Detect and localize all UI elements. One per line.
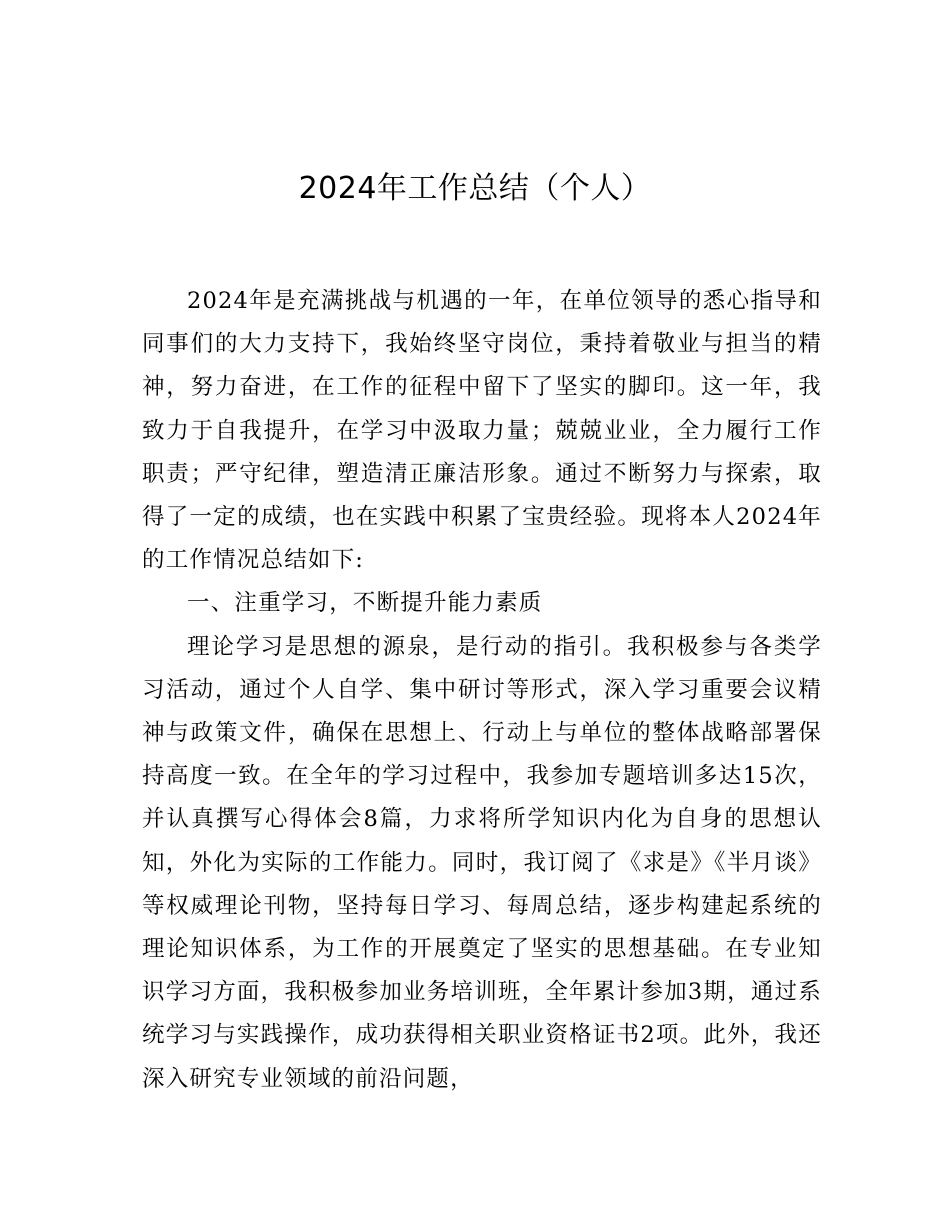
intro-paragraph: 2024年是充满挑战与机遇的一年，在单位领导的悉心指导和同事们的大力支持下，我始终坚守岗位，秉持着敬业与担当的精神，努力奋进，在工作的征程中留下了坚实的脚印。这一年，我致力于自我提升，在学习中汲取力量；兢兢业业，全力履行工作职责；严守纪律，塑造清正廉洁形象。通过不断努力与探索，取得了一定的成绩，也在实践中积累了宝贵经验。现将本人2024年的工作情况总结如下:: [142, 288, 822, 574]
section-heading: 一、注重学习，不断提升能力素质: [187, 590, 543, 617]
document-body: [142, 280, 822, 1101]
section-paragraph: 理论学习是思想的源泉，是行动的指引。我积极参与各类学习活动，通过个人自学、集中研讨等形式，深入学习重要会议精神与政策文件，确保在思想上、行动上与单位的整体战略部署保持高度一致。在全年的学习过程中，我参加专题培训多达15次，并认真撰写心得体会8篇，力求将所学知识内化为自身的思想认知，外化为实际的工作能力。同时，我订阅了《求是》《半月谈》等权威理论刊物，坚持每日学习、每周总结，逐步构建起系统的理论知识体系，为工作的开展奠定了坚实的思想基础。在专业知识学习方面，我积极参加业务培训班，全年累计参加3期，通过系统学习与实践操作，成功获得相关职业资格证书2项。此外，我还深入研究专业领域的前沿问题，: [142, 633, 822, 1092]
document-title: 2024年工作总结（个人）: [298, 171, 652, 206]
